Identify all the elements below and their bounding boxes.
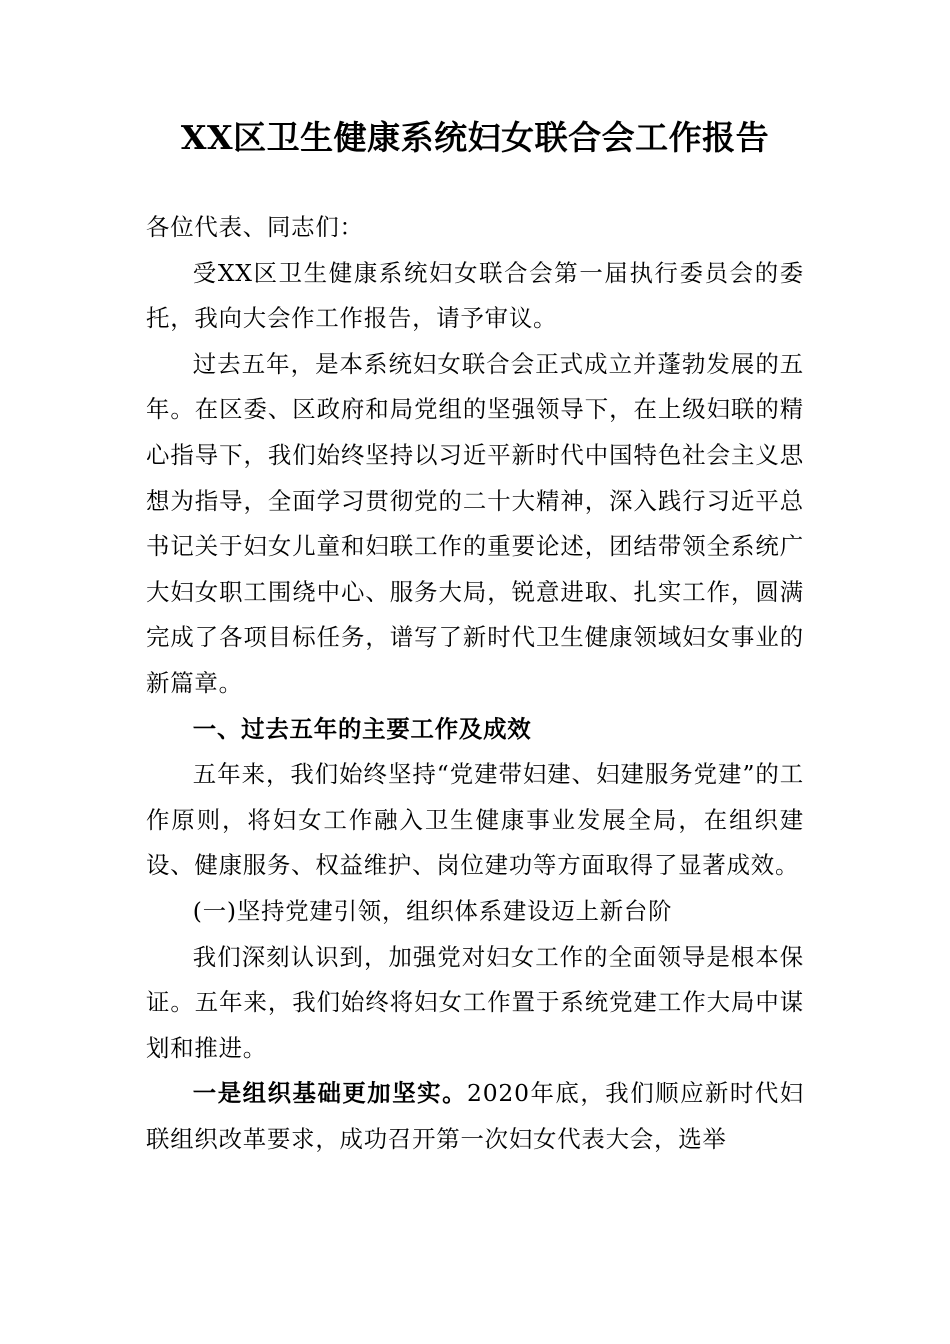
paragraph-commission: 受XX区卫生健康系统妇女联合会第一届执行委员会的委托，我向大会作工作报告，请予审议。 (146, 258, 804, 333)
paragraph-lead-text: 一是组织基础更加坚实。 (192, 1079, 468, 1108)
section-heading-1: 一、过去五年的主要工作及成效 (192, 714, 532, 743)
paragraph-past-five-years: 过去五年，是本系统妇女联合会正式成立并蓬勃发展的五年。在区委、区政府和局党组的坚强领导下，在上级妇联的精心指导下，我们始终坚持以习近平新时代中国特色社会主义思想为指导，全面学习贯彻党的二十大精神，深入践行习近平总书记关于妇女儿童和妇联工作的重要论述，团结带领全系统广大妇女职工围绕中心、服务大局，锐意进取、扎实工作，圆满完成了各项目标任务，谱写了新时代卫生健康领域妇女事业的新篇章。 (146, 349, 804, 697)
document-title: XX区卫生健康系统妇女联合会工作报告 (180, 118, 770, 157)
document-body (146, 205, 804, 1162)
salutation: 各位代表、同志们： (146, 213, 364, 241)
paragraph-organization-foundation (146, 1071, 804, 1162)
paragraph-party-leadership: 我们深刻认识到，加强党对妇女工作的全面领导是根本保证。五年来，我们始终将妇女工作置于系统党建工作大局中谋划和推进。 (146, 942, 804, 1062)
subsection-heading-1: (一)坚持党建引领，组织体系建设迈上新台阶 (192, 896, 673, 925)
paragraph-work-principle: 五年来，我们始终坚持“党建带妇建、妇建服务党建”的工作原则，将妇女工作融入卫生健康事业发展全局，在组织建设、健康服务、权益维护、岗位建功等方面取得了显著成效。 (146, 760, 804, 880)
paragraph-body-text: 2020年底，我们顺应新时代妇联组织改革要求，成功召开第一次妇女代表大会，选举 (146, 1079, 804, 1153)
